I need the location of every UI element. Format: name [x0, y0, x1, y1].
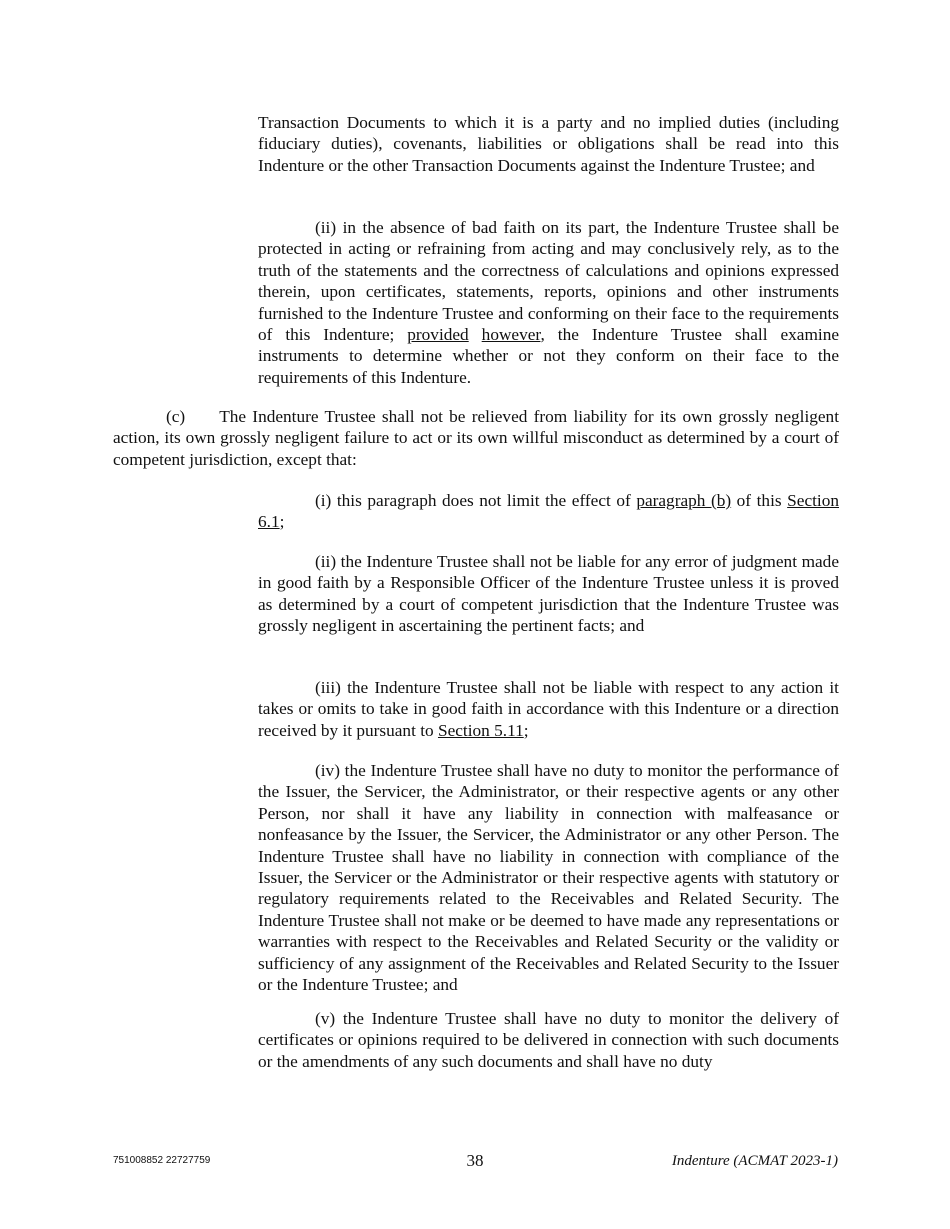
paragraph-ii-judgment: (ii) the Indenture Trustee shall not be liable for any error of judgment made in good faith by a Responsible Officer of the Indenture Trustee unless it is proved as determined by a court of competent jurisdiction that the Indenture Trustee was grossly negligent in ascertaining the pertinent facts; and: [258, 552, 839, 636]
paragraph-continuation: Transaction Documents to which it is a party and no implied duties (including fiduciary duties), covenants, liabilities or obligations shall be read into this Indenture or the other Transaction Documents against the Indenture Trustee; and: [258, 113, 839, 175]
paragraph-b-reference: paragraph (b): [636, 491, 732, 510]
paragraph-ii-reliance: [258, 217, 839, 388]
footer-document-id: 751008852 22727759: [113, 1155, 211, 1166]
footer-document-title: Indenture (ACMAT 2023-1): [671, 1153, 838, 1169]
piii-text-post: ;: [523, 720, 529, 740]
paragraph-c-label: (c): [166, 407, 186, 426]
paragraph-iv-monitoring: (iv) the Indenture Trustee shall have no duty to monitor the performance of the Issuer, the Servicer, the Administrator, or their respective agents or any other Person, nor shall it have any liability in connection with malfeasance or nonfeasance by the Issuer, the Servicer, the Administrator or any other Person. The Indenture Trustee shall have no liability in connection with compliance of the Issuer, the Servicer or the Administrator or their respective agents with statutory or regulatory requirements related to the Receivables and Related Security. The Indenture Trustee shall not make or be deemed to have made any representations or warranties with respect to the Receivables and Related Security or the validity or sufficiency of any assignment of the Receivables and Related Security to the Issuer or the Indenture Trustee; and: [258, 761, 839, 995]
paragraph-iii-direction: [258, 677, 839, 741]
paragraph-c-text: The Indenture Trustee shall not be relieved from liability for its own grossly negligent action, its own grossly negligent failure to act or its own willful misconduct as determined by a court of competent jurisdiction, except that:: [113, 407, 839, 469]
p2-space: [469, 325, 482, 344]
however-term: however: [481, 325, 541, 345]
piii-text-pre: (iii) the Indenture Trustee shall not be liable with respect to any action it takes or omits to take in good faith in accordance with this Indenture or a direction received by it pursuant to: [258, 678, 839, 740]
paragraph-v-delivery: (v) the Indenture Trustee shall have no duty to monitor the delivery of certificates or opinions required to be delivered in connection with such documents or the amendments of any such documents and shall have no duty: [258, 1009, 839, 1071]
pi-text-pre: (i) this paragraph does not limit the effect of: [315, 491, 637, 510]
pi-text-post: ;: [279, 512, 285, 532]
footer-page-number: 38: [466, 1151, 484, 1170]
p2-text-post: , the Indenture Trustee shall examine instruments to determine whether or not they conform on their face to the requirements of this Indenture.: [258, 325, 839, 387]
pi-text-mid: of this: [731, 491, 788, 510]
provided-term: provided: [407, 325, 469, 345]
paragraph-c-liability: [113, 406, 839, 470]
p2-text-pre: (ii) in the absence of bad faith on its part, the Indenture Trustee shall be protected in acting or refraining from acting and may conclusively rely, as to the truth of the statements and the correctness of calculations and opinions expressed therein, upon certificates, statements, reports, opinions and other instruments furnished to the Indenture Trustee and conforming on their face to the requirements of this Indenture;: [258, 218, 839, 345]
section-6-1-reference: Section 6.1: [258, 491, 839, 532]
paragraph-i-effect: [258, 490, 839, 533]
section-5-11-reference: Section 5.11: [437, 720, 524, 740]
